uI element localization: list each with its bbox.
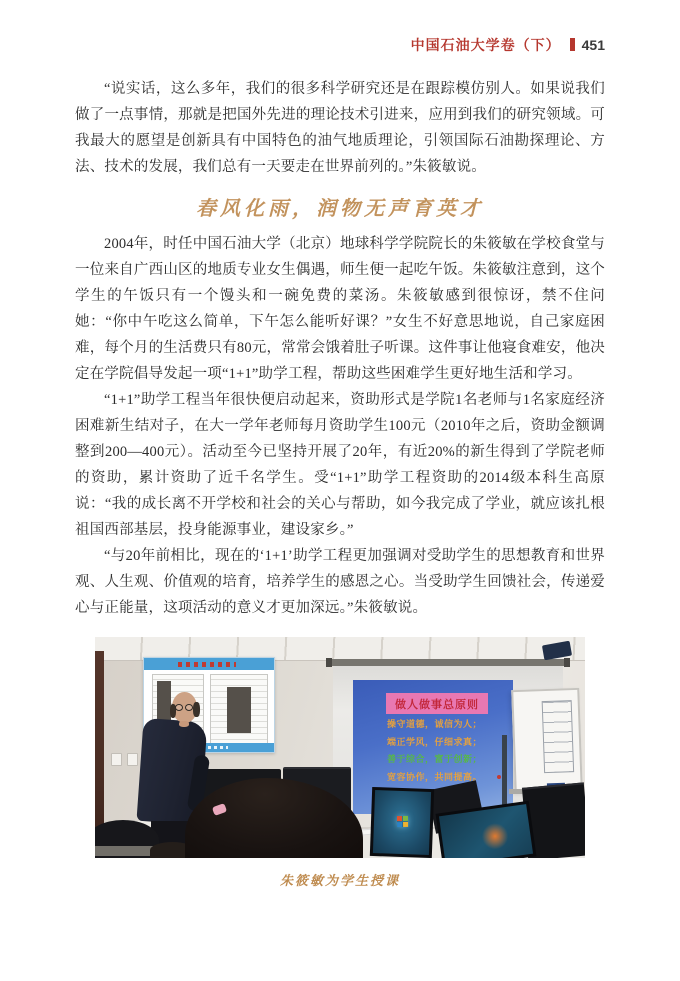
poster-chart-right xyxy=(210,674,268,746)
monitor-screen xyxy=(439,804,533,858)
monitor-windows-login xyxy=(370,787,434,858)
windows-logo-icon xyxy=(397,816,408,827)
running-head xyxy=(75,36,605,54)
slide-text-lines xyxy=(387,717,505,787)
header-divider-bar xyxy=(570,38,575,51)
paragraph-4: “与20年前相比，现在的‘1+1’助学工程更加强调对受助学生的思想教育和世界观、人生观、价值观的培育，培养学生的感恩之心。当受助学生回馈社会，传递爱心与正能量，这项活动的意义才更加深远。”朱筱敏说。 xyxy=(75,548,605,616)
glasses-icon xyxy=(175,704,195,712)
light-switch xyxy=(111,753,122,766)
paragraph-2: 2004年，时任中国石油大学（北京）地球科学学院院长的朱筱敏在学校食堂与一位来自广西山区的地质专业女生偶遇，师生便一起吃午饭。朱筱敏注意到，这个学生的午饭只有一个馒头和一碗免费的菜汤。朱筱敏感到很惊讶，禁不住问她：“你中午吃这么简单，下午怎么能听好课？”女生不好意思地说，自己家庭困难，每个月的生活费只有80元，常常会饿着肚子听课。这件事让他寝食难安，他决定在学院倡导发起一项“1+1”助学工程，帮助这些困难学生更好地生活和学习。 xyxy=(75,236,605,382)
article-body xyxy=(75,76,605,621)
slide-title: 做人做事总原则 xyxy=(395,697,479,711)
stand-pole xyxy=(502,735,507,813)
section-heading: 春风化雨，润物无声育英才 xyxy=(196,196,484,220)
lecturer-collar xyxy=(179,721,189,727)
projector-screen-roller xyxy=(328,659,568,666)
poster-header-band xyxy=(144,658,274,670)
slide-title-box xyxy=(386,693,488,714)
slide-line: 端正学风，仔细求真； xyxy=(387,737,483,748)
photo-caption: 朱筱敏为学生授课 xyxy=(279,874,400,889)
whiteboard-scribbles xyxy=(542,700,574,773)
book-title: 中国石油大学卷（下） xyxy=(410,37,561,53)
whiteboard xyxy=(511,688,583,792)
slide-line: 善于综合，富于创新； xyxy=(387,755,483,765)
page-number: 451 xyxy=(581,37,605,53)
slide-line: 宽容协作，共同提高。 xyxy=(387,772,483,783)
paragraph-3: “1+1”助学工程当年很快便启动起来，资助形式是学院1名老师与1名家庭经济困难新生结对子，在大一学年老师每月资助学生100元（2010年之后，资助金额调整到200—400元）。活动至今已坚持开展了20年，有近20%的新生得到了学院老师的资助，累计资助了近千名学生。受“1+1”助学工程资助的2014级本科生高原说：“我的成长离不开学校和社会的关心与帮助，如今我完成了学业，就应该扎根祖国西部基层，投身能源事业，建设家乡。” xyxy=(75,392,605,538)
classroom-photo xyxy=(95,637,585,858)
slide-line: 操守道德，诚信为人； xyxy=(387,720,483,730)
book-page xyxy=(0,36,680,981)
paragraph-1: “说实话，这么多年，我们的很多科学研究还是在跟踪模仿别人。如果说我们做了一点事情，那就是把国外先进的理论技术引进来，应用到我们的研究领域。可我最大的愿望是创新具有中国特色的油气地质理论，引领国际石油勘探理论、方法、技术的发展，我们总有一天要走在世界前列的。”朱筱敏说。 xyxy=(75,81,605,175)
marker-cap xyxy=(497,775,501,779)
light-switch xyxy=(127,753,138,766)
